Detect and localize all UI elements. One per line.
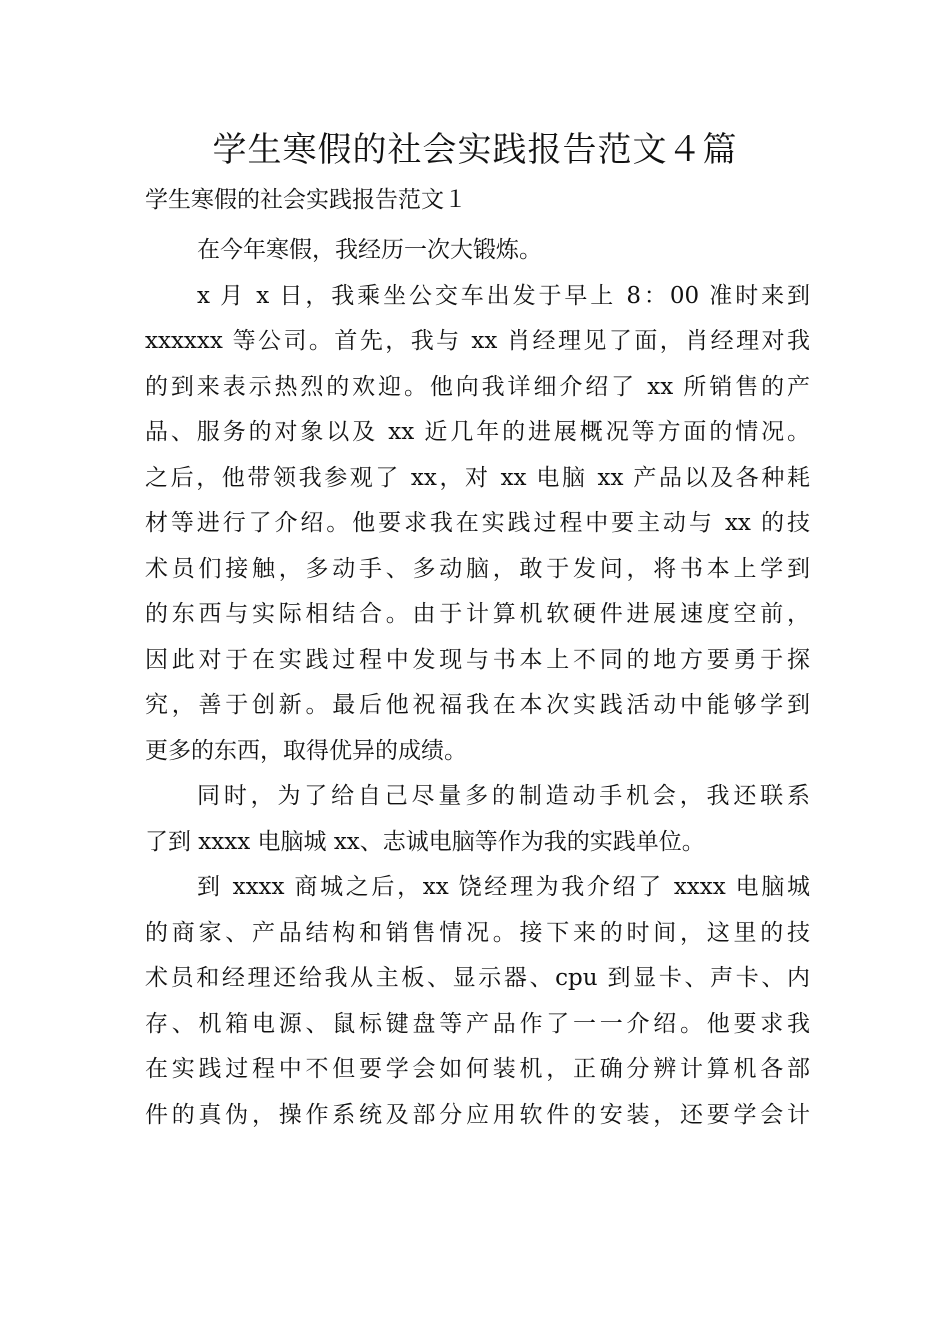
- document-title: 学生寒假的社会实践报告范文４篇: [212, 130, 738, 170]
- section-heading: 学生寒假的社会实践报告范文１: [145, 187, 467, 213]
- text-line: 究，善于创新。最后他祝福我在本次实践活动中能够学到: [145, 692, 810, 718]
- paragraph-1: [145, 228, 810, 274]
- text-line: x 月 x 日，我乘坐公交车出发于早上 8：00 准时来到: [197, 282, 810, 309]
- text-line: 在实践过程中不但要学会如何装机，正确分辨计算机各部: [145, 1056, 810, 1082]
- text-line: 的到来表示热烈的欢迎。他向我详细介绍了 xx 所销售的产: [145, 373, 810, 400]
- text-line: 同时，为了给自己尽量多的制造动手机会，我还联系: [197, 783, 810, 809]
- paragraph-3: [145, 774, 810, 865]
- text-line: 品、服务的对象以及 xx 近几年的进展概况等方面的情况。: [145, 419, 810, 445]
- text-line: 的东西与实际相结合。由于计算机软硬件进展速度空前，: [145, 601, 810, 627]
- text-line: 术员和经理还给我从主板、显示器、cpu 到显卡、声卡、内: [145, 965, 810, 991]
- text-line: 术员们接触，多动手、多动脑，敢于发问，将书本上学到: [145, 555, 810, 582]
- text-line: 因此对于在实践过程中发现与书本上不同的地方要勇于探: [145, 646, 810, 673]
- text-line: 存、机箱电源、鼠标键盘等产品作了一一介绍。他要求我: [145, 1010, 810, 1037]
- text-line: 更多的东西，取得优异的成绩。: [145, 737, 467, 764]
- text-line: 材等进行了介绍。他要求我在实践过程中要主动与 xx 的技: [145, 510, 810, 536]
- paragraph-4: [145, 865, 810, 1138]
- text-line: 在今年寒假，我经历一次大锻炼。: [197, 237, 542, 263]
- text-line: 之后，他带领我参观了 xx，对 xx 电脑 xx 产品以及各种耗: [145, 464, 810, 491]
- text-line: 的商家、产品结构和销售情况。接下来的时间，这里的技: [145, 919, 810, 946]
- text-line: 到 xxxx 商城之后，xx 饶经理为我介绍了 xxxx 电脑城: [197, 874, 810, 900]
- text-line: 了到 xxxx 电脑城 xx、志诚电脑等作为我的实践单位。: [145, 828, 705, 855]
- paragraph-2: [145, 274, 810, 775]
- text-line: 件的真伪，操作系统及部分应用软件的安装，还要学会计: [145, 1101, 810, 1128]
- text-line: xxxxxx 等公司。首先，我与 xx 肖经理见了面，肖经理对我: [145, 328, 810, 354]
- document-body: [145, 228, 810, 1138]
